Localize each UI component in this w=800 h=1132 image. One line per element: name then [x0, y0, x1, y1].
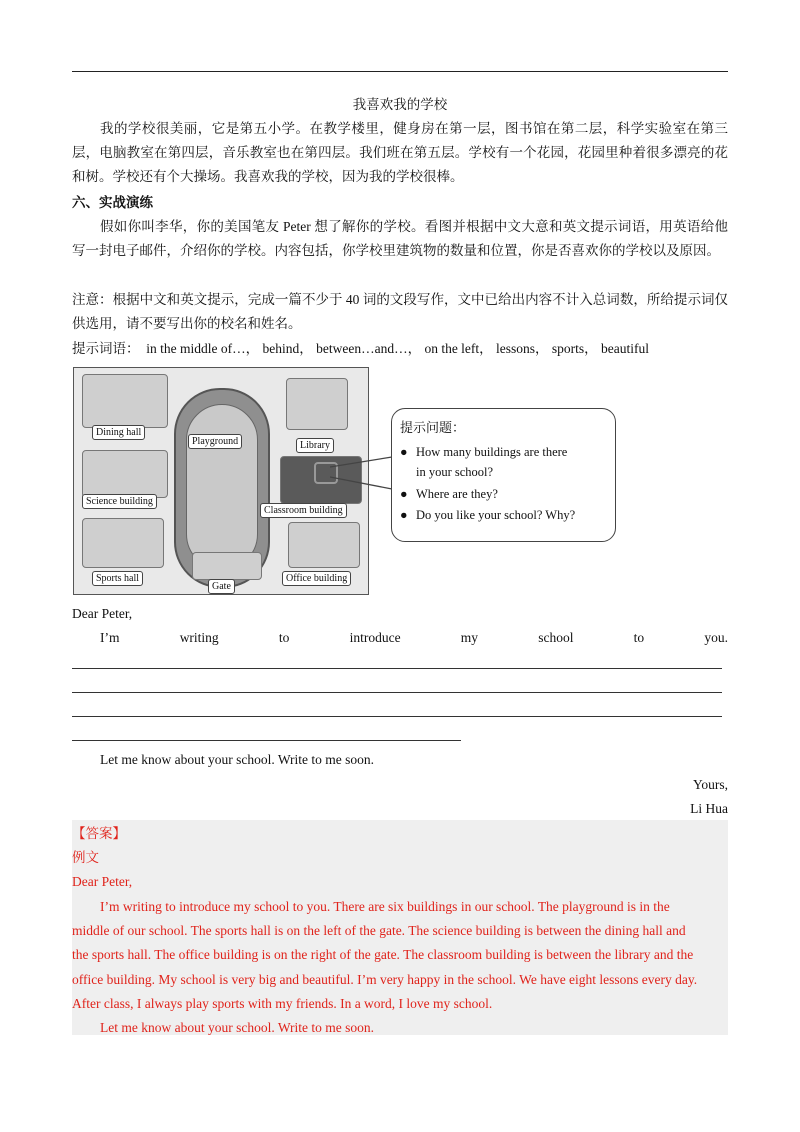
bullet-icon: ●	[400, 508, 408, 522]
science-building-label: Science building	[82, 494, 157, 509]
writing-line-1[interactable]	[72, 668, 722, 669]
writing-line-3[interactable]	[72, 716, 722, 717]
writing-line-2[interactable]	[72, 692, 722, 693]
answer-tag: 【答案】	[72, 826, 126, 841]
reading-paragraph: 我的学校很美丽，它是第五小学。在教学楼里，健身房在第一层，图书馆在第二层，科学实验室在第三层，电脑教室在第四层，音乐教室也在第四层。我们班在第五层。学校有一个花园，花园里种着很多漂亮的花和树。学校还有个大操场。我喜欢我的学校，因为我的学校很棒。	[72, 121, 728, 184]
gate-structure	[192, 552, 262, 580]
school-map-figure	[73, 367, 369, 595]
hint-questions-callout	[391, 408, 616, 542]
question-2: ● Where are they?	[400, 485, 498, 504]
library-building	[286, 378, 348, 430]
writing-line-4[interactable]	[72, 740, 461, 741]
library-label: Library	[296, 438, 334, 453]
opening-word: school	[538, 630, 574, 645]
callout-pointer	[330, 455, 394, 491]
playground-field	[186, 404, 258, 570]
question-3: ● Do you like your school? Why?	[400, 506, 575, 525]
reading-title: 我喜欢我的学校	[352, 97, 448, 112]
gate-label: Gate	[208, 579, 235, 594]
opening-word: introduce	[349, 630, 401, 645]
bullet-icon: ●	[400, 487, 408, 501]
letter-greeting: Dear Peter,	[72, 606, 133, 621]
letter-opening-line	[100, 626, 728, 650]
office-building	[288, 522, 360, 568]
opening-word: my	[460, 630, 479, 645]
task-paragraph: 假如你叫李华，你的美国笔友 Peter 想了解你的学校。看图并根据中文大意和英文提示词语，用英语给他写一封电子邮件，介绍你的学校。内容包括，你学校里建筑物的数量和位置，你是否喜欢你的学校以及原因。	[72, 219, 728, 258]
playground-label: Playground	[188, 434, 242, 449]
letter-signature: Li Hua	[690, 801, 728, 816]
answer-closing: Let me know about your school. Write to me soon.	[100, 1020, 375, 1035]
opening-word: to	[633, 630, 645, 645]
answer-line: middle of our school. The sports hall is on the left of the gate. The science building is between the dining hall and	[72, 923, 686, 938]
dining-hall-building	[82, 374, 168, 428]
callout-title: 提示问题：	[400, 420, 466, 435]
answer-label: 例文	[72, 850, 99, 865]
opening-word: you.	[704, 630, 728, 645]
section-heading: 六、实战演练	[72, 195, 153, 210]
classroom-building-label: Classroom building	[260, 503, 347, 518]
question-1: ● How many buildings are there	[400, 443, 567, 462]
note-paragraph: 注意：根据中文和英文提示，完成一篇不少于 40 词的文段写作，文中已给出内容不计入总词数，所给提示词仅供选用，请不要写出你的校名和姓名。	[72, 292, 728, 331]
letter-closing-line: Let me know about your school. Write to me soon.	[100, 752, 375, 767]
question-1-continued: in your school?	[416, 465, 494, 479]
answer-line: office building. My school is very big and beautiful. I’m very happy in the school. We have eight lessons every day.	[72, 972, 698, 987]
opening-word: to	[278, 630, 290, 645]
sports-hall-label: Sports hall	[92, 571, 143, 586]
science-building	[82, 450, 168, 498]
answer-line: After class, I always play sports with my friends. In a word, I love my school.	[72, 996, 493, 1011]
sports-hall-building	[82, 518, 164, 568]
top-rule	[72, 71, 728, 72]
office-building-label: Office building	[282, 571, 351, 586]
bullet-icon: ●	[400, 445, 408, 459]
opening-word: I’m	[100, 630, 120, 645]
hint-words: 提示词语： in the middle of…， behind， between…and…， on the left， lessons， sports， beautiful	[72, 341, 650, 356]
answer-greeting: Dear Peter,	[72, 874, 133, 889]
letter-sign-off: Yours,	[692, 777, 728, 792]
dining-hall-label: Dining hall	[92, 425, 145, 440]
opening-word: writing	[179, 630, 219, 645]
answer-line: the sports hall. The office building is on the right of the gate. The classroom building is between the library and the	[72, 947, 694, 962]
answer-line: I’m writing to introduce my school to you. There are six buildings in our school. The playground is in the	[100, 899, 670, 914]
